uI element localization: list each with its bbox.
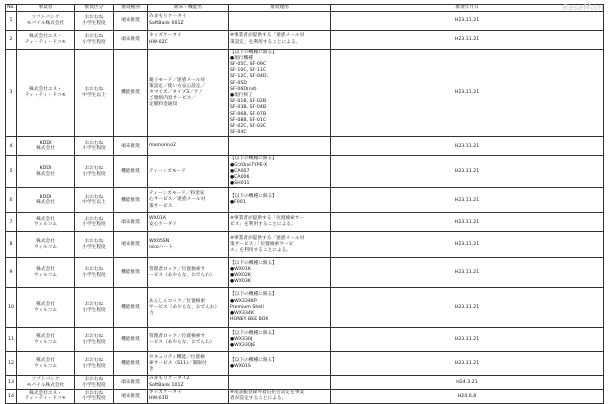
reason-line: ●WX02K (230, 272, 251, 278)
row-number: 4 (6, 137, 17, 156)
feature-line: 策サービス (149, 203, 173, 209)
model-line: nicoハート (149, 244, 173, 250)
header-no: No. (7, 5, 15, 10)
reason-line: 【以下の機種に限る】 (230, 49, 277, 55)
age-line: おおむね (84, 194, 104, 200)
reason-line: 【以下の機種に限る】 (230, 330, 277, 336)
reason-cell (229, 389, 331, 403)
operator-line: ウィルコム (33, 272, 58, 278)
feature-line: ティーンズモード／料金安 (149, 191, 205, 197)
reason-cell (229, 352, 331, 376)
feature-line: 定額料金通知 (149, 102, 178, 108)
operator-line: 株式会社 (36, 358, 55, 364)
age-category-cell (75, 288, 114, 328)
operator-line: ティ・ティ・ドコモ (24, 93, 67, 99)
reason-line: SF-08B, SF-01C (230, 117, 267, 123)
reason-line: 【以下の機種に限る】 (230, 156, 277, 162)
feature-line: 力 (149, 311, 154, 317)
operator-line: ティ・ティ・ドコモ (24, 396, 67, 402)
row-number: 13 (6, 376, 17, 389)
row-number: 14 (6, 389, 17, 403)
reason-line: ス」を利用することによる。 (230, 248, 291, 254)
feature-line: 親子モード／迷惑メール対 (149, 77, 205, 83)
model-line: HW-01D (149, 396, 169, 402)
model-feature-cell (148, 376, 229, 389)
model-feature-cell (148, 156, 229, 188)
operator-line: ティ・ティ・ドコモ (24, 39, 67, 45)
reason-line: SF-12C, SF-04D, (230, 74, 269, 80)
table-row (6, 352, 604, 376)
date-cell: H23.11.21 (331, 328, 604, 352)
feature-line: タマイズ／タイプ3／アノ (149, 89, 203, 95)
reason-line: SF-06D(nd) (230, 86, 257, 92)
age-category-cell (75, 376, 114, 389)
model-line: WX01A (149, 216, 167, 222)
reason-cell (229, 288, 331, 328)
age-line: 小学生程度 (82, 396, 106, 402)
reason-line: ●WX334K (230, 311, 254, 317)
recommendation-kind-cell: 端末推奨 (114, 376, 148, 389)
operator-line: ウィルコム (33, 244, 58, 250)
age-line: おおむね (84, 267, 104, 273)
reason-cell (229, 49, 331, 137)
model-line: HW-02C (149, 39, 168, 45)
reason-line: ●WX01K (230, 266, 251, 272)
row-number: 6 (6, 188, 17, 213)
table-row (6, 49, 604, 137)
date-cell: H23.11.21 (331, 30, 604, 49)
date-cell: H24.6.8 (331, 389, 604, 403)
table-row (6, 288, 604, 328)
row-number: 8 (6, 232, 17, 258)
reason-line: ●SH011 (230, 181, 250, 187)
operator-line: ウィルコム (33, 363, 58, 369)
recommendation-kind-cell: 機能推奨 (114, 352, 148, 376)
feature-line: ービス（あやらな、おでんわ） (149, 339, 215, 345)
reason-line: HONEY BEE BOX (230, 317, 269, 323)
age-category-cell (75, 389, 114, 403)
age-line: 中学生以上 (82, 200, 106, 206)
reason-line: SF-10C, SF-11C (230, 68, 267, 74)
operator-line: KDDI (39, 166, 52, 172)
reason-cell (229, 376, 331, 389)
age-category-cell (75, 232, 114, 258)
recommendation-table (5, 4, 604, 404)
table-row (6, 376, 604, 389)
age-line: 小学生程度 (82, 20, 106, 26)
age-line: 小学生程度 (82, 339, 106, 345)
age-line: おおむね (84, 14, 104, 20)
date-cell: H23.11.21 (331, 213, 604, 232)
age-line: おおむね (84, 334, 104, 340)
operator-cell (17, 258, 75, 288)
model-feature-cell (148, 288, 229, 328)
model-feature-cell (148, 328, 229, 352)
reason-line: ●CA007 (230, 168, 250, 174)
age-line: 小学生程度 (82, 39, 106, 45)
table-row (6, 137, 604, 156)
feature-line: ご連絡内容サービス／ (149, 96, 196, 102)
table-row (6, 328, 604, 352)
row-number: 12 (6, 352, 17, 376)
operator-cell (17, 137, 75, 156)
reason-line: ※事業者が提供する「位置検索サー (230, 216, 305, 222)
recommendation-kind-cell: 機能推奨 (114, 288, 148, 328)
reason-cell (229, 156, 331, 188)
reason-cell (229, 328, 331, 352)
age-category-cell (75, 188, 114, 213)
model-line: SoftBank 101Z (149, 382, 184, 388)
date-cell: H23.11.21 (331, 11, 604, 30)
reason-line: ●現行機種 (230, 55, 253, 61)
reason-line: 策設定」を利用することによる。 (230, 39, 301, 45)
operator-line: 株式会社 (36, 146, 55, 152)
age-line: 小学生程度 (82, 222, 106, 228)
model-line: キッズケータイ (149, 33, 182, 39)
reason-line: 策サービス」「位置検索サービ (230, 241, 294, 247)
reason-line: SF-01B, SF-02B (230, 99, 267, 105)
operator-line: 株式会社エヌ・ (29, 33, 62, 39)
operator-line: 株式会社 (36, 216, 55, 222)
recommendation-kind-cell: 端末推奨 (114, 232, 148, 258)
age-category-cell (75, 137, 114, 156)
table-row (6, 232, 604, 258)
age-line: おおむね (84, 390, 104, 396)
operator-line: 株式会社エヌ・ (29, 87, 62, 93)
feature-line: ービス（あやらな、おでんわ） (149, 272, 215, 278)
operator-cell (17, 11, 75, 30)
reason-line: ●現行終了 (230, 93, 253, 99)
model-line: 安心ケータイ (149, 222, 178, 228)
age-line: おおむね (84, 166, 104, 172)
table-header-row (6, 5, 604, 12)
recommendation-kind-cell: 機能推奨 (114, 188, 148, 213)
age-line: 小学生程度 (82, 307, 106, 313)
table-row (6, 30, 604, 49)
operator-cell (17, 30, 75, 49)
model-line: みまもりケータイ (149, 14, 187, 20)
age-category-cell (75, 49, 114, 137)
operator-line: 株式会社 (36, 171, 55, 177)
model-feature-cell (148, 30, 229, 49)
recommendation-kind-cell: 端末推奨 (114, 137, 148, 156)
operator-line: 株式会社 (36, 200, 55, 206)
model-line: みまもりケータイ2 (149, 376, 190, 382)
feature-line: 索サービス（S11)／制限付 (149, 360, 207, 366)
reason-line: SF-06B, SF-07B (230, 111, 267, 117)
date-cell: H23.11.21 (331, 352, 604, 376)
model-feature-cell (148, 232, 229, 258)
operator-cell (17, 156, 75, 188)
recommendation-kind-cell: 端末推奨 (114, 30, 148, 49)
operator-cell (17, 49, 75, 137)
age-line: 小学生程度 (82, 272, 106, 278)
feature-line: 策設定／使い方安心設定／ (149, 83, 206, 89)
feature-line: ティーンズモード (149, 168, 186, 174)
reason-line: ●WX03K (230, 279, 251, 285)
reason-line: 【以下の機種に限る】 (230, 194, 277, 200)
table-row (6, 258, 604, 288)
reason-line: ※電話帳登録外着信拒否設定を事業 (230, 390, 305, 396)
row-number: 7 (6, 213, 17, 232)
row-number: 5 (6, 156, 17, 188)
age-category-cell (75, 11, 114, 30)
age-category-cell (75, 30, 114, 49)
age-line: 中学生以上 (82, 93, 106, 99)
reason-line: ●F001 (230, 200, 246, 206)
age-line: おおむね (84, 358, 104, 364)
model-feature-cell (148, 11, 229, 30)
reason-line: ※事業者が提供する「迷惑メール対 (230, 33, 305, 39)
age-line: おおむね (84, 302, 104, 308)
operator-cell (17, 389, 75, 403)
reason-line: 【以下の機種に限る】 (230, 260, 277, 266)
recommendation-table-sheet (5, 4, 605, 402)
reason-line: SF-04C (230, 130, 247, 136)
table-row (6, 389, 604, 403)
date-cell: H24.3.21 (331, 376, 604, 389)
model-feature-cell (148, 352, 229, 376)
table-body (6, 11, 604, 403)
operator-cell (17, 232, 75, 258)
row-number: 10 (6, 288, 17, 328)
reason-line: ●WX330J (230, 336, 253, 342)
age-line: おおむね (84, 376, 104, 382)
reason-line: Premium Shell (230, 304, 264, 310)
table-row (6, 213, 604, 232)
date-cell: H23.11.21 (331, 232, 604, 258)
age-line: おおむね (84, 140, 104, 146)
age-line: おおむね (84, 87, 104, 93)
operator-line: KDDI (39, 140, 52, 146)
age-category-cell (75, 258, 114, 288)
recommendation-kind-cell: 機能推奨 (114, 49, 148, 137)
reason-line: ビス」を利用することによる。 (230, 222, 296, 228)
model-line: SoftBank 001Z (149, 20, 184, 26)
operator-cell (17, 352, 75, 376)
model-feature-cell (148, 258, 229, 288)
model-feature-cell (148, 188, 229, 213)
row-number: 3 (6, 49, 17, 137)
date-cell: H23.11.21 (331, 258, 604, 288)
table-row (6, 11, 604, 30)
operator-line: モバイル株式会社 (26, 382, 65, 388)
feature-line: 心サービス／迷惑メール対 (149, 197, 206, 203)
date-cell: H23.11.21 (331, 49, 604, 137)
operator-cell (17, 376, 75, 389)
recommendation-kind-cell: 端末推奨 (114, 213, 148, 232)
reason-line: 【以下の機種に限る】 (230, 292, 277, 298)
age-line: おおむね (84, 239, 104, 245)
operator-line: ソフトバンク (31, 14, 60, 20)
operator-cell (17, 188, 75, 213)
row-number: 9 (6, 258, 17, 288)
model-feature-cell (148, 137, 229, 156)
reason-cell (229, 30, 331, 49)
operator-line: 株式会社 (36, 239, 55, 245)
resemom-watermark: ReseMom (562, 3, 604, 12)
reason-line: ※事業者が提供する「迷惑メール対 (230, 235, 305, 241)
operator-line: 株式会社 (36, 267, 55, 273)
age-line: 小学生程度 (82, 146, 106, 152)
reason-cell (229, 188, 331, 213)
operator-line: ウィルコム (33, 339, 58, 345)
reason-line: ●WX334KP (230, 298, 257, 304)
table-row (6, 188, 604, 213)
reason-line: SF-05C, SF-09C (230, 62, 267, 67)
reason-cell (229, 11, 331, 30)
operator-line: 株式会社 (36, 302, 55, 308)
header-operator: 事業者 (17, 5, 75, 12)
model-feature-cell (148, 213, 229, 232)
age-line: 小学生程度 (82, 382, 106, 388)
reason-cell (229, 232, 331, 258)
row-number: 1 (6, 11, 17, 30)
recommendation-kind-cell: 機能推奨 (114, 156, 148, 188)
date-cell: H23.11.21 (331, 137, 604, 156)
feature-line: セキュリティ機能／位置検 (149, 354, 205, 360)
feature-line: 管理者ロック／位置検索サ (149, 266, 206, 272)
age-category-cell (75, 156, 114, 188)
header-kind: 推奨種別 (114, 5, 148, 12)
operator-line: ウィルコム (33, 307, 58, 313)
feature-line: 管理者ロック／位置検索サ (149, 333, 206, 339)
age-category-cell (75, 213, 114, 232)
model-feature-cell (148, 49, 229, 137)
age-line: おおむね (84, 33, 104, 39)
table-row (6, 156, 604, 188)
header-reason: 推奨理由 (229, 5, 331, 12)
reason-line: SF-05D (230, 80, 247, 86)
reason-cell (229, 213, 331, 232)
reason-line: ●WX01S (230, 363, 251, 369)
operator-line: ウィルコム (33, 222, 58, 228)
feature-line: サービス（あやらな、おでんわ） (149, 304, 220, 310)
age-category-cell (75, 328, 114, 352)
model-line: mamorino2 (149, 143, 176, 149)
recommendation-kind-cell: 機能推奨 (114, 328, 148, 352)
header-date: 推奨年月日 (331, 5, 604, 12)
operator-line: モバイル株式会社 (26, 20, 65, 26)
operator-line: ソフトバンク (31, 376, 60, 382)
reason-line: 者が設定することによる。 (230, 396, 287, 402)
reason-cell (229, 258, 331, 288)
row-number: 11 (6, 328, 17, 352)
reason-line: SF-03B, SF-04B (230, 105, 267, 111)
operator-cell (17, 288, 75, 328)
reason-line: ●G'zOneTYPE-X (230, 162, 268, 168)
reason-cell (229, 137, 331, 156)
date-cell: H23.11.21 (331, 156, 604, 188)
operator-cell (17, 328, 75, 352)
age-line: おおむね (84, 216, 104, 222)
date-cell: H23.11.21 (331, 188, 604, 213)
reason-line: SF-02C, SF-03C (230, 124, 267, 130)
recommendation-kind-cell: 機能推奨 (114, 258, 148, 288)
operator-cell (17, 213, 75, 232)
recommendation-kind-cell: 端末推奨 (114, 11, 148, 30)
header-age: 推奨区分 (75, 5, 114, 12)
model-line: WX05SN (149, 238, 170, 244)
recommendation-kind-cell: 端末推奨 (114, 389, 148, 403)
reason-line: ●WX330JE (230, 343, 256, 349)
age-line: 小学生程度 (82, 363, 106, 369)
reason-line: ●CA006 (230, 175, 250, 181)
operator-line: KDDI (39, 194, 52, 200)
model-feature-cell (148, 389, 229, 403)
model-line: キッズケータイ (149, 390, 182, 396)
reason-line: 【以下の機種に限る】 (230, 357, 277, 363)
age-line: 小学生程度 (82, 244, 106, 250)
age-category-cell (75, 352, 114, 376)
feature-line: き (149, 367, 154, 373)
row-number: 2 (6, 30, 17, 49)
date-cell: H23.11.21 (331, 288, 604, 328)
operator-line: 株式会社エヌ・ (29, 390, 62, 396)
age-line: 小学生程度 (82, 171, 106, 177)
feature-line: あんしんロック／位置検索 (149, 298, 206, 304)
header-model-feature: 端末・機能名 (148, 5, 229, 12)
operator-line: 株式会社 (36, 334, 55, 340)
